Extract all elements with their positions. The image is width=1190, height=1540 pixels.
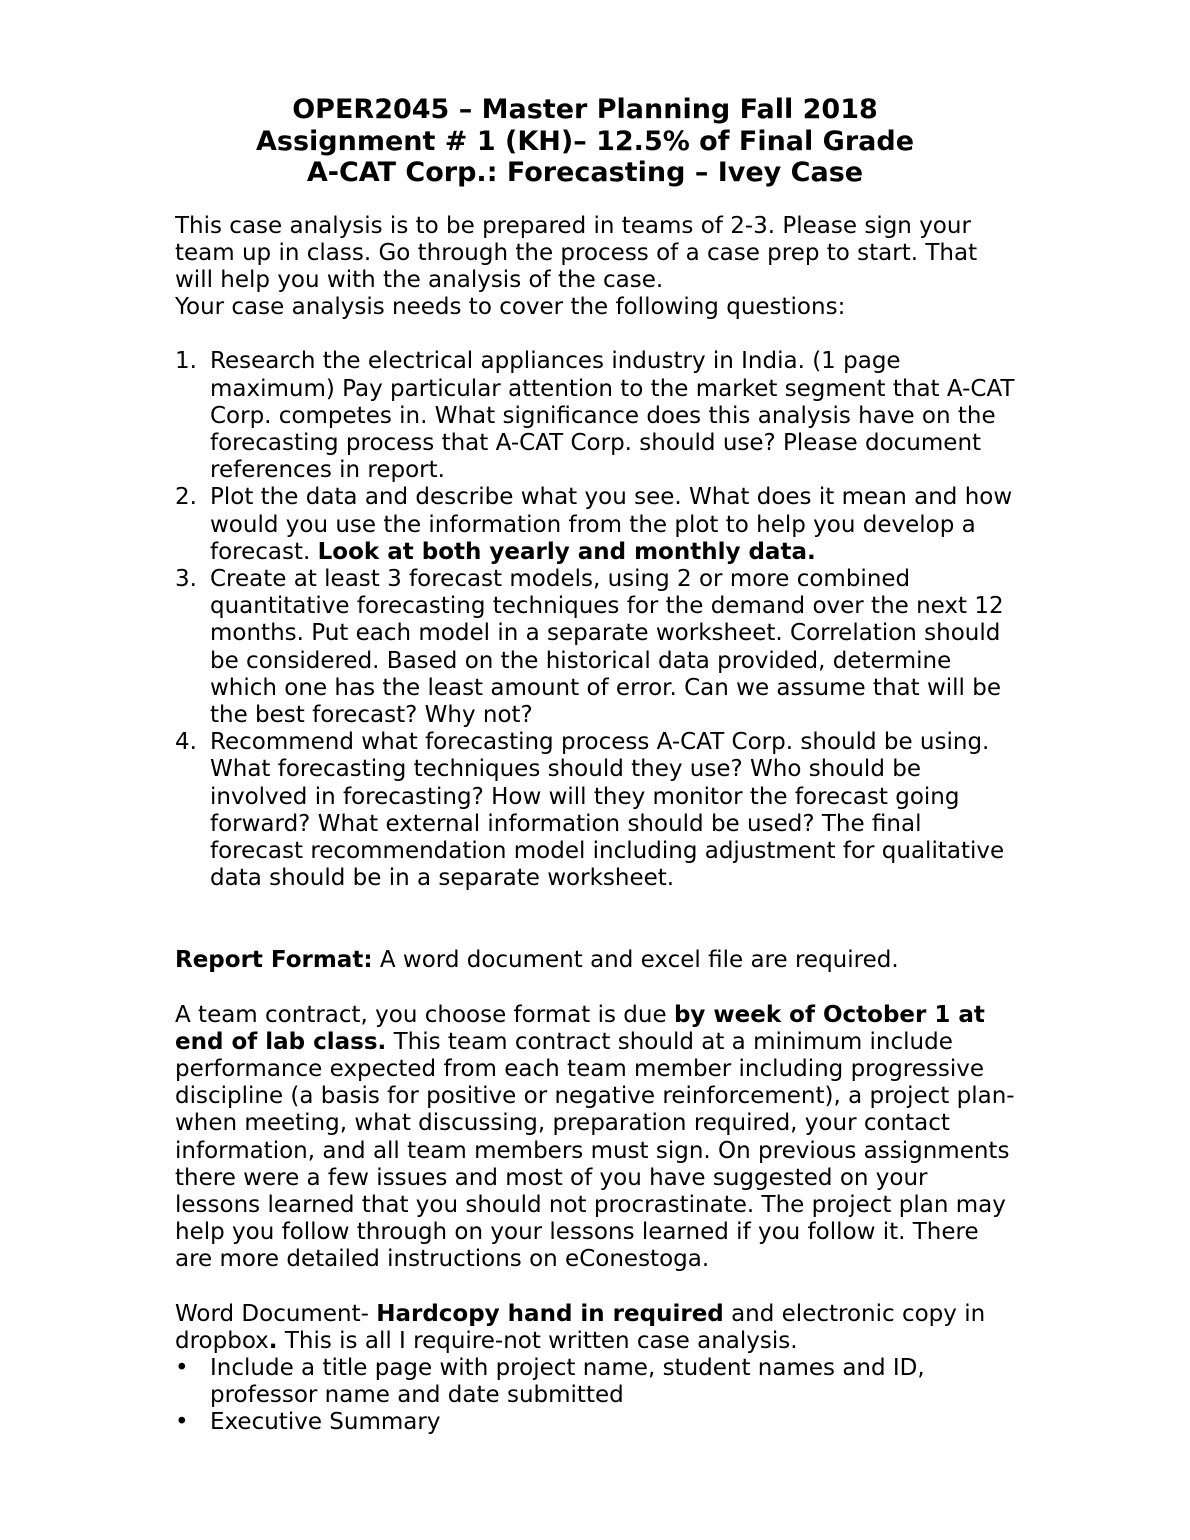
questions-list <box>175 348 1015 892</box>
report-format-paragraph <box>175 947 1015 974</box>
question-text: Plot the data and describe what you see. What does it mean and how would you use the information from the plot to help you develop a forecast. <box>210 484 1013 565</box>
question-item <box>175 348 1015 484</box>
contract-details: This team contract should at a minimum include performance expected from each team member including progressive discipline (a basis for positive or negative reinforcement), a project plan- when meeting, what discussing, preparation required, your contact information, and all team members must sign. On previous assignments there were a few issues and most of you have suggested on your lessons learned that you should not procrastinate. The project plan may help you follow through on your lessons learned if you follow it. There are more detailed instructions on eConestoga. <box>175 1028 1015 1273</box>
question-text: Research the electrical appliances industry in India. (1 page maximum) Pay particular attention to the market segment that A-CAT Corp. competes in. What significance does this analysis have on the forecasting process that A-CAT Corp. should use? Please document references in report. <box>210 348 1015 484</box>
bullet-icon: • <box>175 1409 189 1436</box>
word-doc-mid: and electronic copy in dropbox <box>175 1300 986 1354</box>
intro-questions-lead: Your case analysis needs to cover the following questions: <box>175 294 846 321</box>
contract-lead: A team contract, you choose format is due <box>175 1001 674 1028</box>
word-doc-lead: Word Document- <box>175 1300 377 1327</box>
question-number: 2. <box>175 484 197 511</box>
word-doc-hardcopy: Hardcopy hand in required <box>376 1300 724 1327</box>
question-item <box>175 484 1015 566</box>
question-item <box>175 729 1015 892</box>
list-item-text: Include a title page with project name, student names and ID, professor name and date submitted <box>210 1355 925 1409</box>
requirements-list <box>175 1355 1015 1437</box>
word-doc-tail: This is all I require-not written case analysis. <box>277 1327 798 1354</box>
intro-paragraph: This case analysis is to be prepared in teams of 2-3. Please sign your team up in class. Go through the process of a case prep to start. That will help you with the analysis of the case. <box>175 212 978 293</box>
question-text: Recommend what forecasting process A-CAT Corp. should be using. What forecasting techniques should they use? Who should be involved in forecasting? How will they monitor the forecast going forward? What external information should be used? The final forecast recommendation model including adjustment for qualitative data should be in a separate worksheet. <box>210 729 1005 892</box>
title-line-course: OPER2045 – Master Planning Fall 2018 <box>292 94 878 125</box>
question-text: Create at least 3 forecast models, using 2 or more combined quantitative forecasting techniques for the demand over the next 12 months. Put each model in a separate worksheet. Correlation should be considered. Based on the historical data provided, determine which one has the least amount of error. Can we assume that will be the best forecast? Why not? <box>210 565 1004 728</box>
title-line-case: A-CAT Corp.: Forecasting – Ivey Case <box>306 157 864 188</box>
question-item <box>175 566 1015 729</box>
document-body <box>175 213 1015 1437</box>
report-format-label: Report Format: <box>175 947 373 974</box>
question-emphasis: Look at both yearly and monthly data. <box>317 538 816 565</box>
document-page <box>175 94 1015 1437</box>
question-number: 3. <box>175 565 197 592</box>
bullet-icon: • <box>175 1355 189 1382</box>
title-line-assignment: Assignment # 1 (KH)– 12.5% of Final Grade <box>255 125 915 157</box>
list-item <box>175 1355 1015 1409</box>
team-contract-paragraph <box>175 1002 1015 1274</box>
question-number: 1. <box>175 348 197 375</box>
word-document-paragraph <box>175 1301 1015 1355</box>
report-format-text: A word document and excel file are required. <box>372 947 899 974</box>
contract-deadline: by week of October 1 at end of lab class. <box>175 1001 985 1055</box>
list-item-text: Executive Summary <box>210 1409 441 1436</box>
list-item <box>175 1409 1015 1436</box>
word-doc-period: . <box>268 1327 278 1354</box>
question-number: 4. <box>175 729 197 756</box>
document-title <box>165 94 1005 189</box>
